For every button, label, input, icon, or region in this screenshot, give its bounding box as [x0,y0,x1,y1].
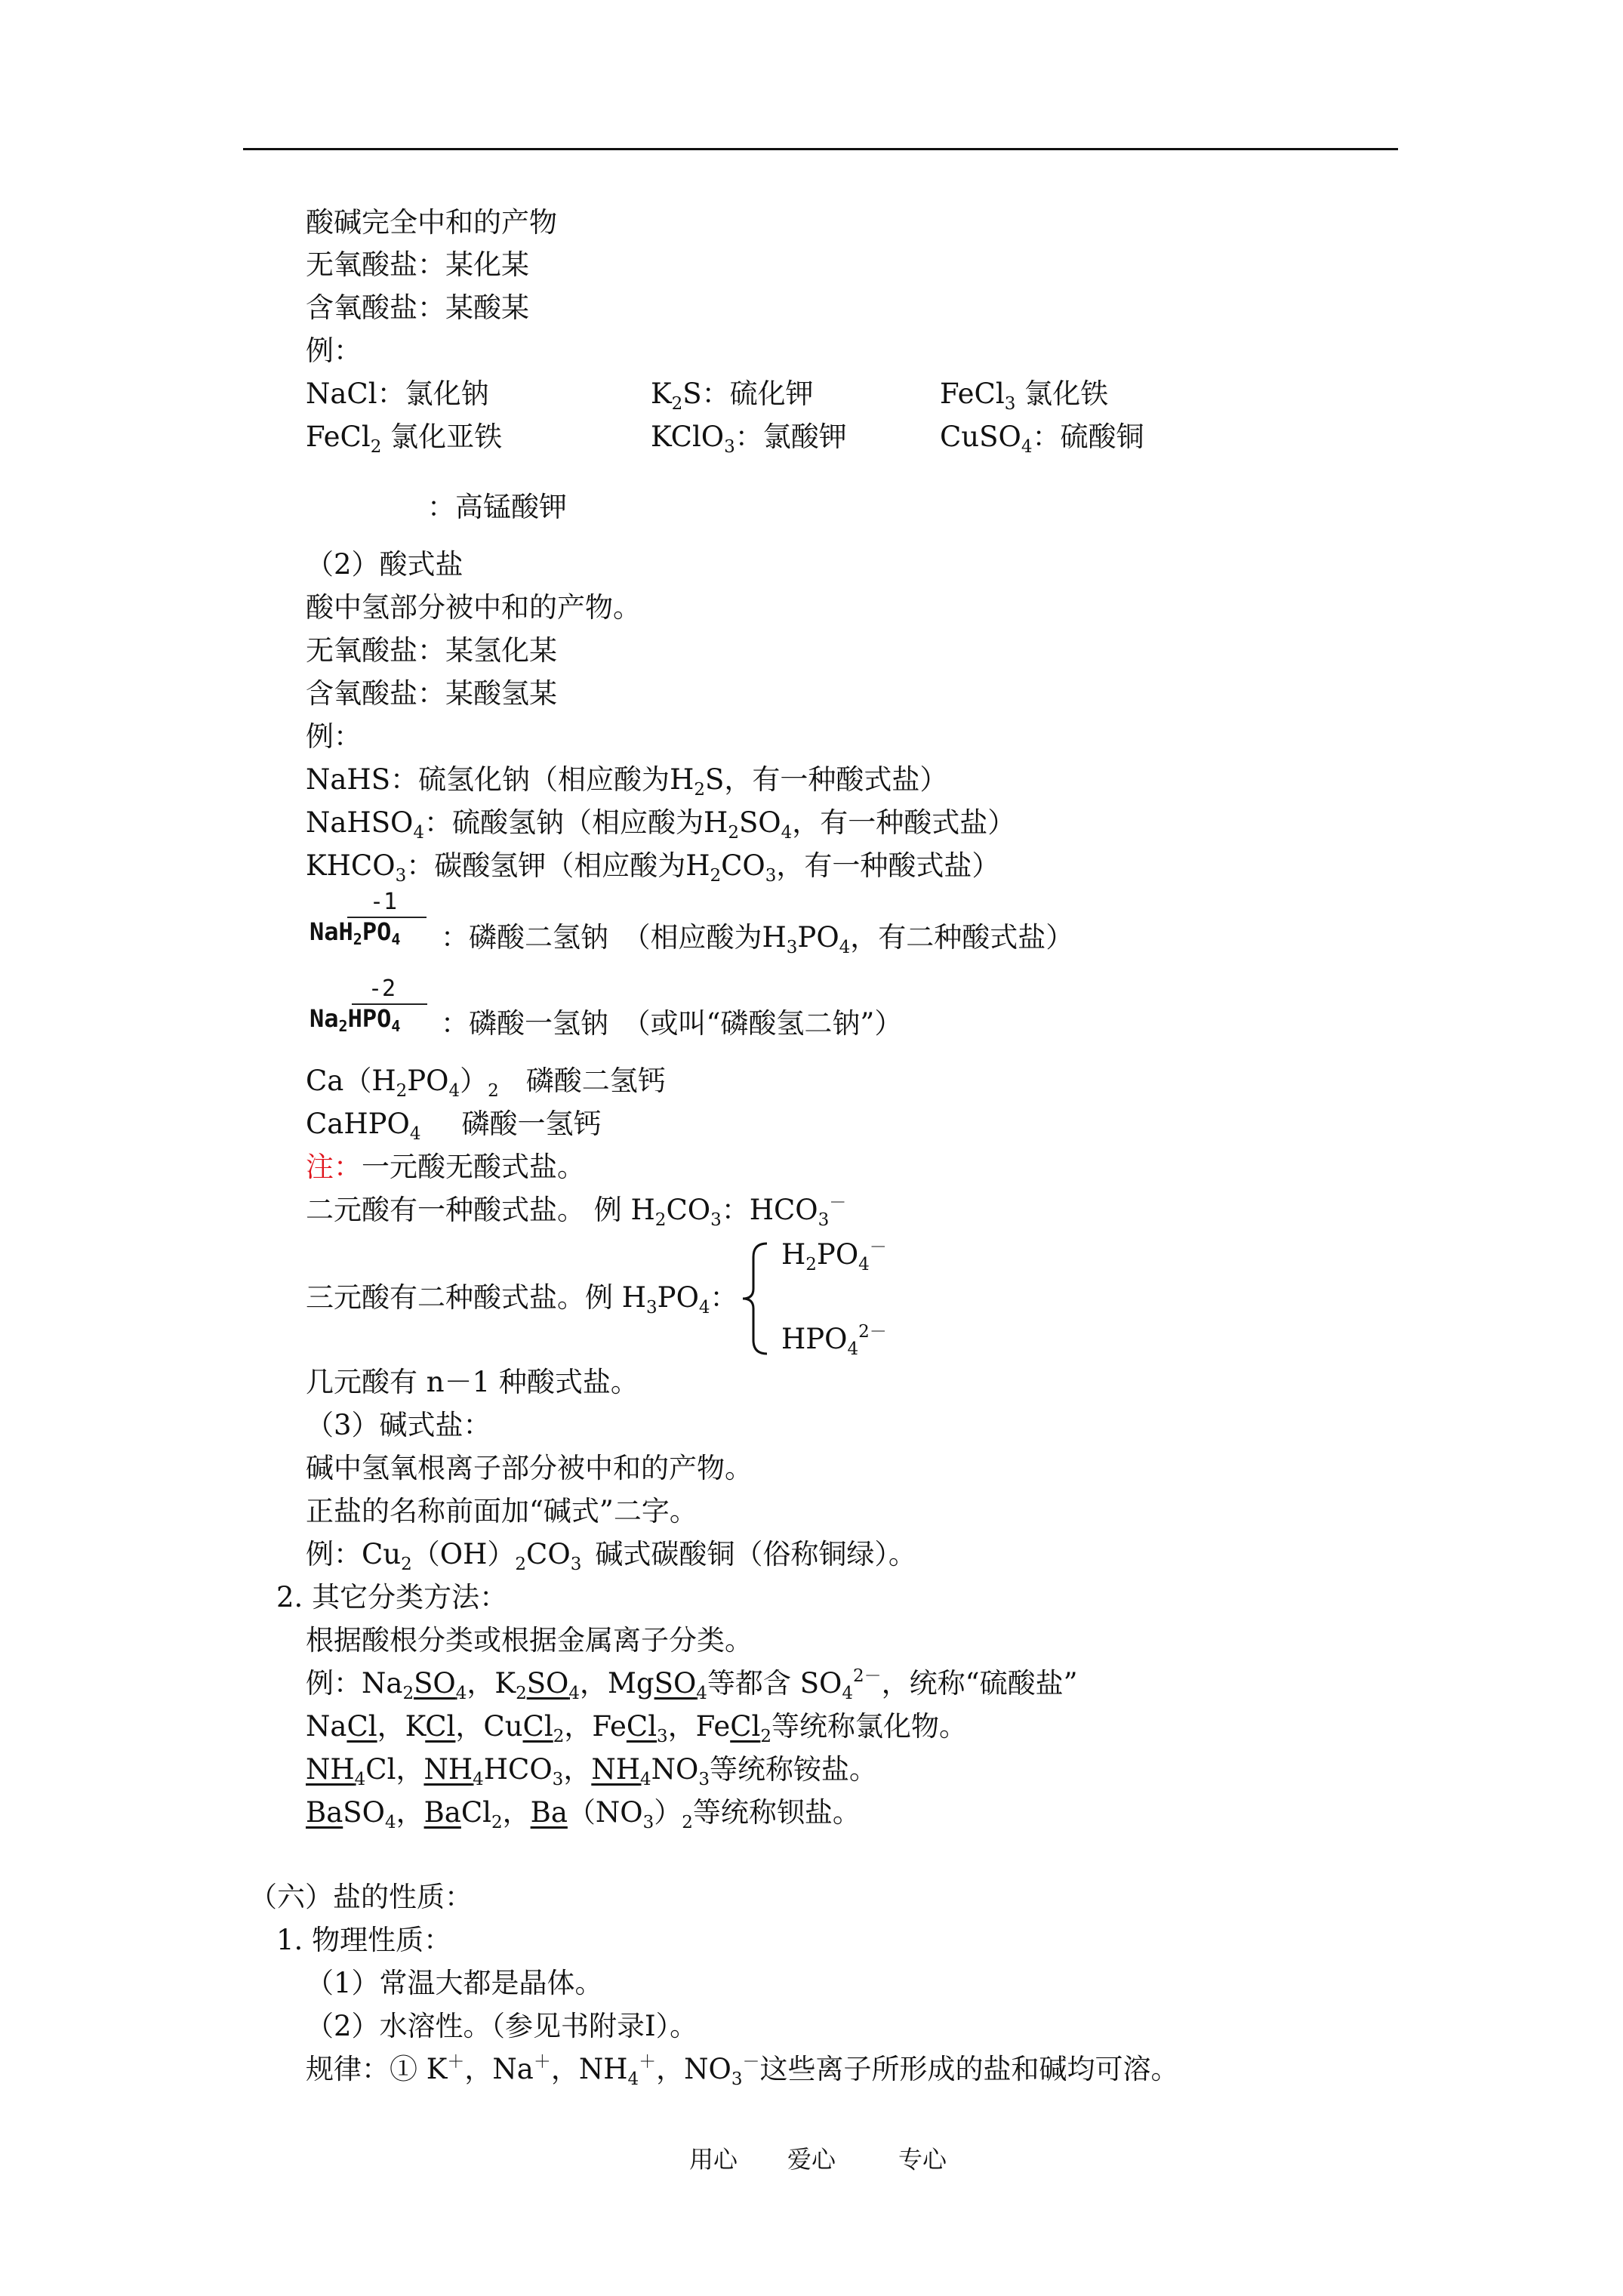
example-kmno4: ：高锰酸钾 [427,491,567,523]
acid-salt-oxygen: 含氧酸盐：某酸氢某 [306,677,557,710]
footer-text-3: 专心 [898,2145,947,2174]
acid-salt-intro: 酸中氢部分被中和的产物。 [306,591,641,624]
example-kclo3: KClO$_3$：氯酸钾 [651,421,847,457]
note-n: 几元酸有 n－1 种酸式盐。 [306,1366,639,1398]
normal-salt-oxygenless: 无氧酸盐：某化某 [306,248,529,281]
solubility-rule: 规律：① K＋，Na＋，$NH_4^+$，$NO_3^-$这些离子所形成的盐和碱均可溶。 [306,2052,1179,2089]
property-crystal: （1）常温大都是晶体。 [306,1967,603,1999]
note-tri: 三元酸有二种酸式盐。例 $H_3PO_4$： [306,1281,738,1318]
basic-salt-heading: （3）碱式盐： [306,1409,491,1441]
note-mono: 注：一元酸无酸式盐。 [306,1151,585,1183]
basic-salt-intro: 碱中氢氧根离子部分被中和的产物。 [306,1452,753,1484]
ion-h2po4: $H_2PO_4^-$ [781,1237,887,1274]
chloride-line: NaCl，KCl，CuCl$_2$，FeCl$_3$，FeCl$_2$等统称氯化物。 [306,1710,968,1746]
valence-label: -1 [370,889,398,915]
basic-salt-example: 例：$Cu_2(OH)_2CO_3$ 碱式碳酸铜（俗称铜绿）。 [306,1538,916,1574]
valence-label: -2 [368,975,396,1002]
example-cuso4: CuSO$_4$：硫酸铜 [940,421,1144,457]
example-cah2po4: $Ca(H_2PO_4)_2$ 磷酸二氢钙 [306,1065,666,1101]
other-class-heading: 2. 其它分类方法： [276,1581,508,1613]
ion-hpo4: $HPO_4^{2-}$ [781,1322,887,1359]
other-class-intro: 根据酸根分类或根据金属离子分类。 [306,1624,753,1657]
example-fecl2: FeCl$_2$ 氯化亚铁 [306,421,503,457]
property-solubility: （2）水溶性。（参见书附录Ⅰ）。 [306,2010,698,2042]
example-nahso4: NaHSO$_4$：硫酸氢钠（相应酸为$H_2SO_4$，有一种酸式盐） [306,806,1016,843]
physical-heading: 1. 物理性质： [276,1924,452,1956]
note-di: 二元酸有一种酸式盐。 例 $H_2CO_3$：$HCO_3^-$ [306,1193,847,1230]
sulfate-line: 例：$Na_2SO_4$，$K_2SO_4$，MgSO$_4$等都含 $SO_4^{2-}$，统称“硫酸盐” [306,1666,1078,1703]
normal-salt-oxygen: 含氧酸盐：某酸某 [306,291,529,324]
example-nah2po4: ：磷酸二氢钠 （相应酸为$H_3PO_4$，有二种酸式盐） [441,921,1074,957]
example-na2hpo4: ：磷酸一氢钠 （或叫“磷酸氢二钠”） [441,1007,903,1040]
acid-example-label: 例： [306,720,362,753]
example-label: 例： [306,334,362,367]
basic-salt-naming: 正盐的名称前面加“碱式”二字。 [306,1495,698,1527]
footer-text-2: 爱心 [787,2145,836,2174]
example-k2s: $K_2S$：硫化钾 [651,378,814,414]
footer-text-1: 用心 [689,2145,738,2174]
example-fecl3: FeCl$_3$ 氯化铁 [940,378,1109,414]
barium-line: BaSO$_4$，BaCl$_2$，$Ba(NO_3)_2$等统称钡盐。 [306,1796,861,1832]
example-nacl: NaCl：氯化钠 [306,378,489,410]
example-nahs: NaHS：硫氢化钠（相应酸为$H_2S$，有一种酸式盐） [306,763,948,800]
na2hpo4-formula: -2 $Na_2HPO_4$ [310,978,453,1038]
acid-salt-oxygenless: 无氧酸盐：某氢化某 [306,634,557,667]
note-label: 注： [306,1151,362,1183]
example-cahpo4: CaHPO$_4$ 磷酸一氢钙 [306,1108,602,1144]
acid-salt-heading: （2）酸式盐 [306,548,463,581]
brace-icon [740,1242,770,1355]
header-rule [243,148,1398,150]
normal-salt-intro: 酸碱完全中和的产物 [306,206,557,239]
ammonium-line: $NH_4Cl$，$NH_4HCO_3$，$NH_4NO_3$等统称铵盐。 [306,1753,877,1789]
nah2po4-formula: -1 $NaH_2PO_4$ [310,891,453,951]
example-khco3: $KHCO_3$：碳酸氢钾（相应酸为$H_2CO_3$，有一种酸式盐） [306,849,1000,886]
section-heading: （六）盐的性质： [249,1881,473,1913]
